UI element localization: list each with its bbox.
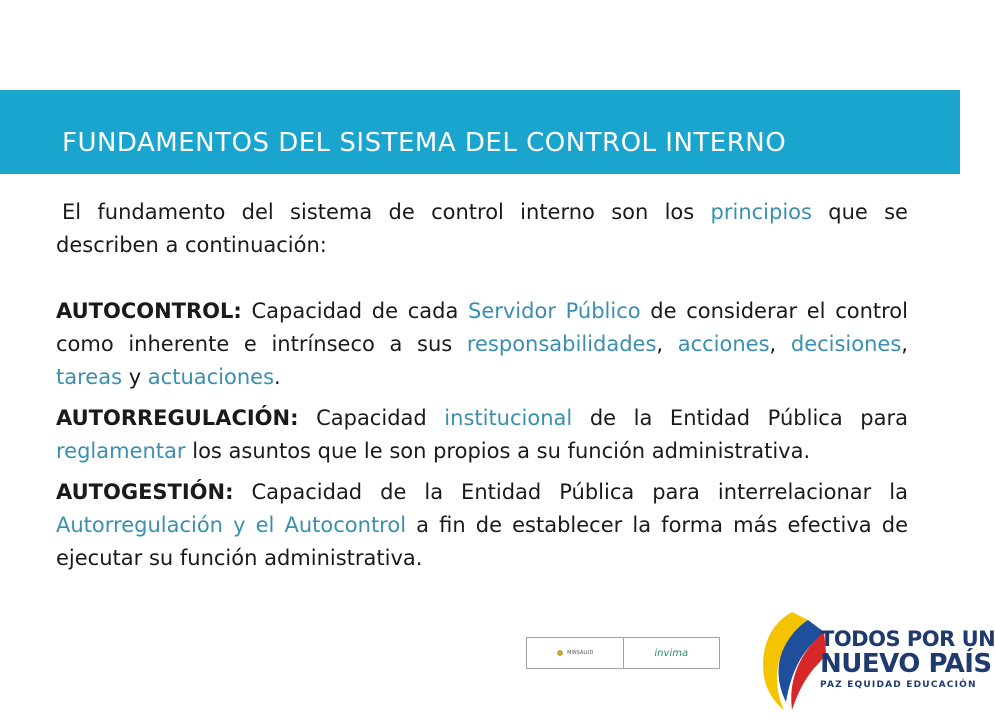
autorregulacion-highlight: institucional	[444, 406, 573, 430]
autocontrol-term: AUTOCONTROL:	[56, 299, 242, 323]
autocontrol-highlight: responsabilidades	[466, 332, 657, 356]
autocontrol-text: ,	[901, 332, 908, 356]
todos-por-un-nuevo-pais-logo	[752, 606, 995, 716]
intro-highlight: principios	[710, 200, 812, 224]
invima-label: invima	[654, 647, 689, 659]
autocontrol-text: ,	[656, 332, 678, 356]
autocontrol-text: de considerar el control como inherente e intrínseco a sus	[56, 299, 908, 356]
autogestion-highlight: Autorregulación y el Autocontrol	[56, 513, 407, 537]
autorregulacion-paragraph	[56, 402, 908, 468]
autorregulacion-highlight: reglamentar	[56, 439, 186, 463]
autocontrol-highlight: tareas	[56, 365, 123, 389]
autorregulacion-term: AUTORREGULACIÓN:	[56, 406, 299, 430]
minsalud-logo	[527, 638, 623, 668]
spacer	[56, 468, 908, 476]
spacer	[56, 394, 908, 402]
autocontrol-highlight: decisiones	[790, 332, 902, 356]
autocontrol-text: y	[122, 365, 148, 389]
autorregulacion-text: los asuntos que le son propios a su función administrativa.	[185, 439, 811, 463]
autogestion-text: a fin de establecer la forma más efectiva de ejecutar su función administrativa.	[56, 513, 908, 570]
coat-of-arms-icon	[556, 649, 564, 657]
page-title: FUNDAMENTOS DEL SISTEMA DEL CONTROL INTERNO	[62, 128, 787, 158]
autocontrol-highlight: acciones	[677, 332, 770, 356]
badge-line3: PAZ EQUIDAD EDUCACIÓN	[820, 680, 977, 690]
autocontrol-paragraph	[56, 295, 908, 394]
intro-text: El fundamento del sistema de control interno son los	[62, 200, 711, 224]
autocontrol-text: Capacidad de cada	[241, 299, 468, 323]
intro-text: que se describen a continuación:	[56, 200, 908, 257]
partner-logos	[526, 637, 720, 669]
autocontrol-highlight: Servidor Público	[468, 299, 641, 323]
minsalud-label: MINSALUD	[567, 650, 594, 656]
slide-content	[56, 196, 908, 575]
badge-line1: TODOS POR UN	[820, 627, 995, 651]
autocontrol-text: .	[274, 365, 281, 389]
autorregulacion-text: Capacidad	[298, 406, 445, 430]
autogestion-term: AUTOGESTIÓN:	[56, 480, 234, 504]
badge-line2: NUEVO PAÍS	[820, 649, 992, 679]
autogestion-paragraph	[56, 476, 908, 575]
flag-swoosh-icon	[752, 606, 826, 716]
title-bar	[0, 90, 960, 174]
autocontrol-text: ,	[769, 332, 791, 356]
autogestion-text: Capacidad de la Entidad Pública para interrelacionar la	[233, 480, 908, 504]
invima-logo	[623, 638, 720, 668]
autocontrol-highlight: actuaciones	[147, 365, 275, 389]
autorregulacion-text: de la Entidad Pública para	[572, 406, 908, 430]
intro-paragraph	[56, 196, 908, 262]
badge-text	[820, 628, 995, 692]
